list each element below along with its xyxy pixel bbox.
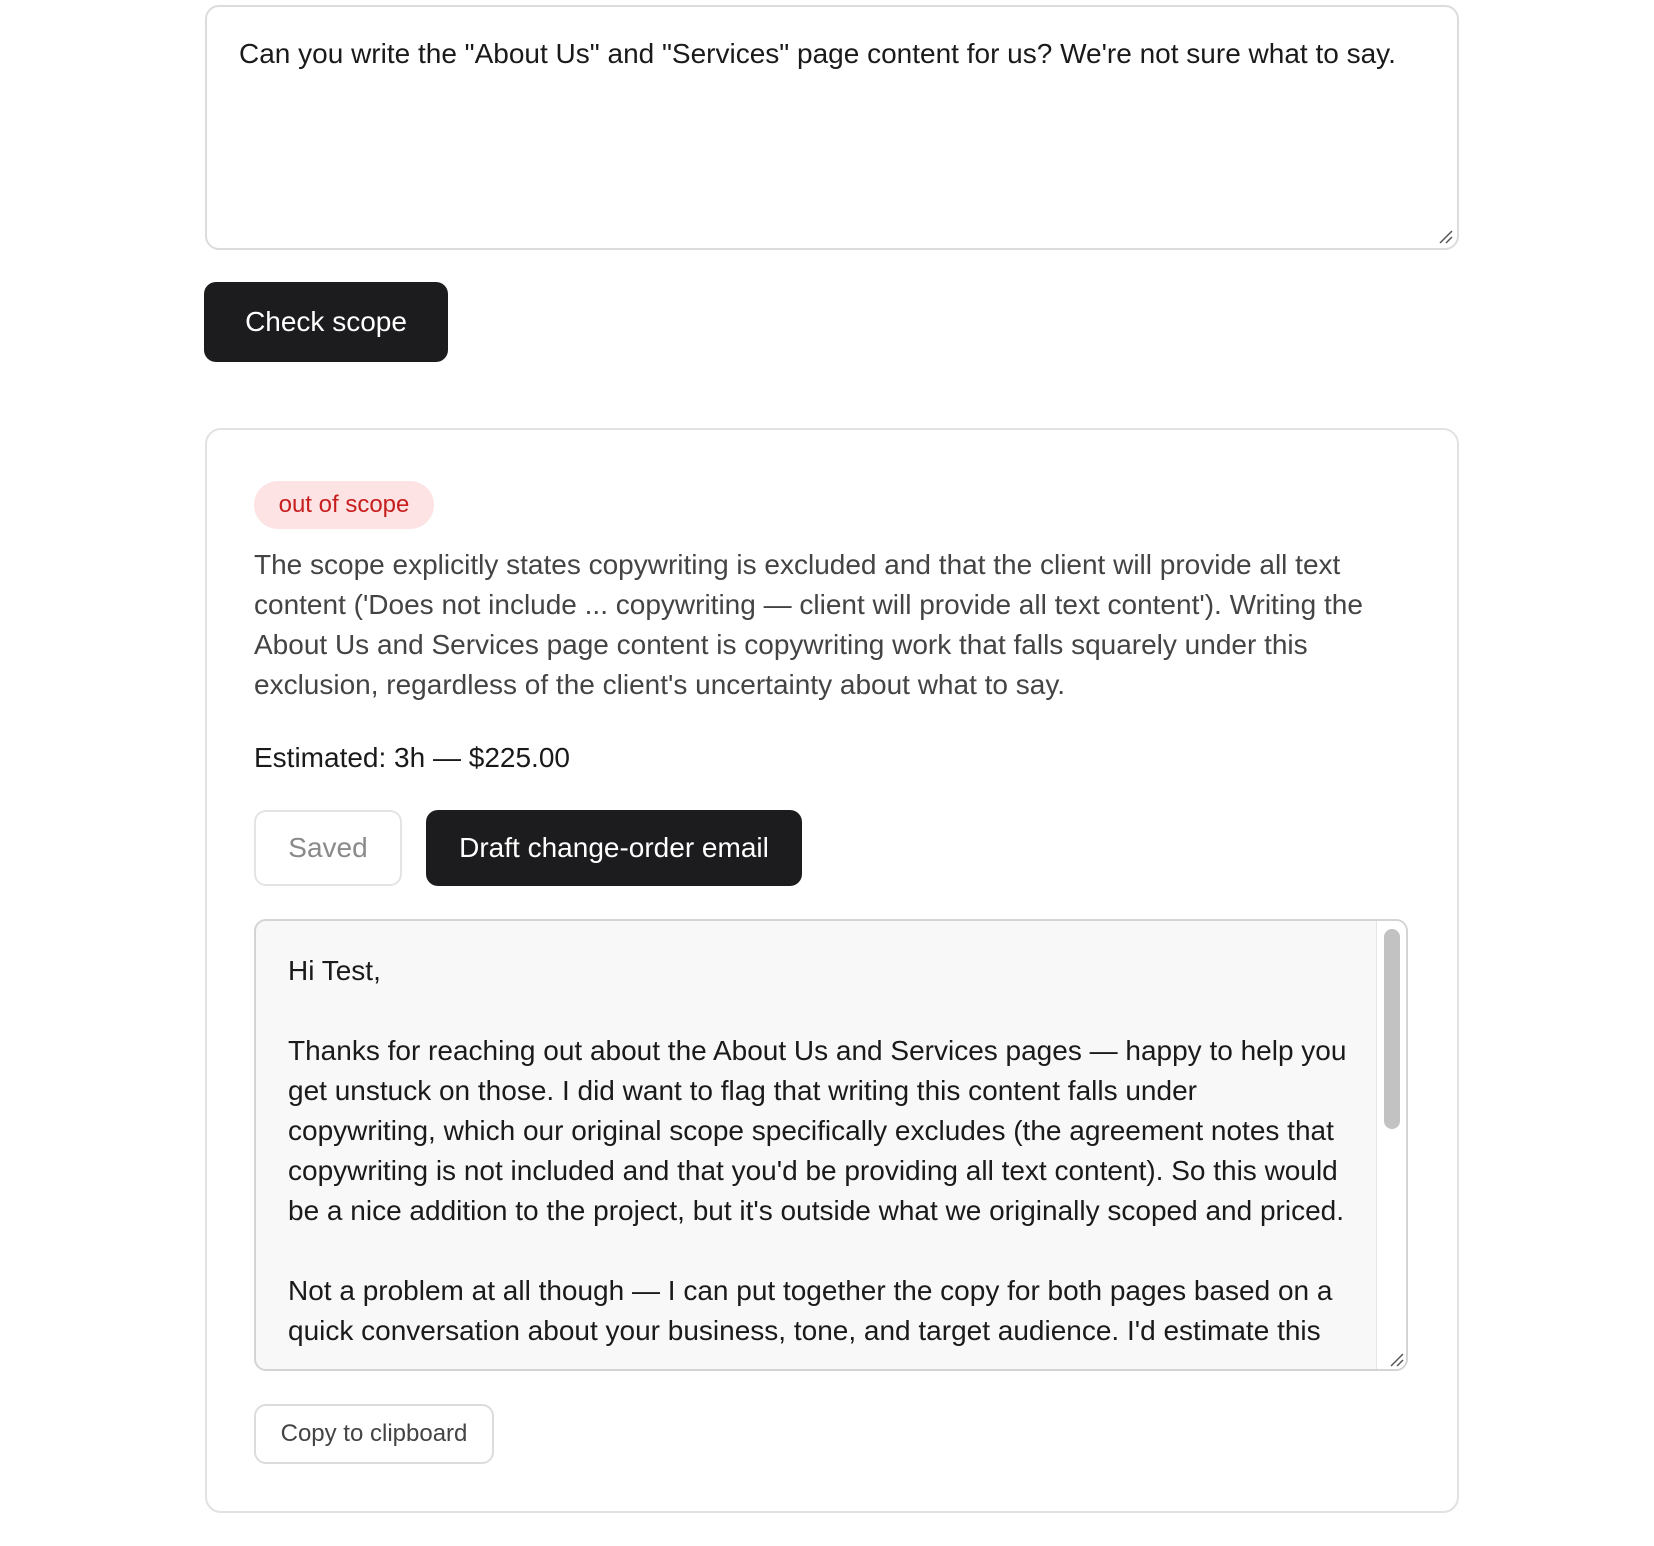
scope-reasoning: The scope explicitly states copywriting is excluded and that the client will provide all text content ('Does not include ... copywriting — client will provide all text content'). Writing the About Us and Services page content is copywriting work that falls squarely under this exclusion, regardless of the client's uncertainty about what to say. <box>254 549 1363 700</box>
scope-status-badge: out of scope <box>254 481 434 529</box>
request-text: Can you write the "About Us" and "Services" page content for us? We're not sure what to say. <box>239 38 1396 69</box>
email-scrollbar[interactable] <box>1376 921 1406 1369</box>
resize-grip-icon[interactable] <box>1388 1351 1404 1367</box>
email-draft-textarea[interactable] <box>254 919 1408 1371</box>
saved-button[interactable]: Saved <box>254 810 402 886</box>
email-draft-text: Hi Test, Thanks for reaching out about the About Us and Services pages — happy to help you get unstuck on those. I did want to flag that writing this content falls under copywriting, which our original scope specifically excludes (the agreement notes that copywriting is not included and that you'd be providing all text content). So this would be a nice addition to the project, but it's outside what we originally scoped and priced. Not a problem at all though — I can put together the copy for both pages based on a quick conversation about your business, tone, and target audience. I'd estimate this <box>288 955 1347 1346</box>
request-textarea[interactable] <box>205 5 1459 250</box>
email-scrollbar-thumb[interactable] <box>1384 929 1400 1129</box>
check-scope-button[interactable]: Check scope <box>204 282 448 362</box>
copy-to-clipboard-button[interactable]: Copy to clipboard <box>254 1404 494 1464</box>
estimate-text: Estimated: 3h — $225.00 <box>254 742 570 773</box>
draft-change-order-email-button[interactable]: Draft change-order email <box>426 810 802 886</box>
resize-grip-icon[interactable] <box>1437 228 1453 244</box>
